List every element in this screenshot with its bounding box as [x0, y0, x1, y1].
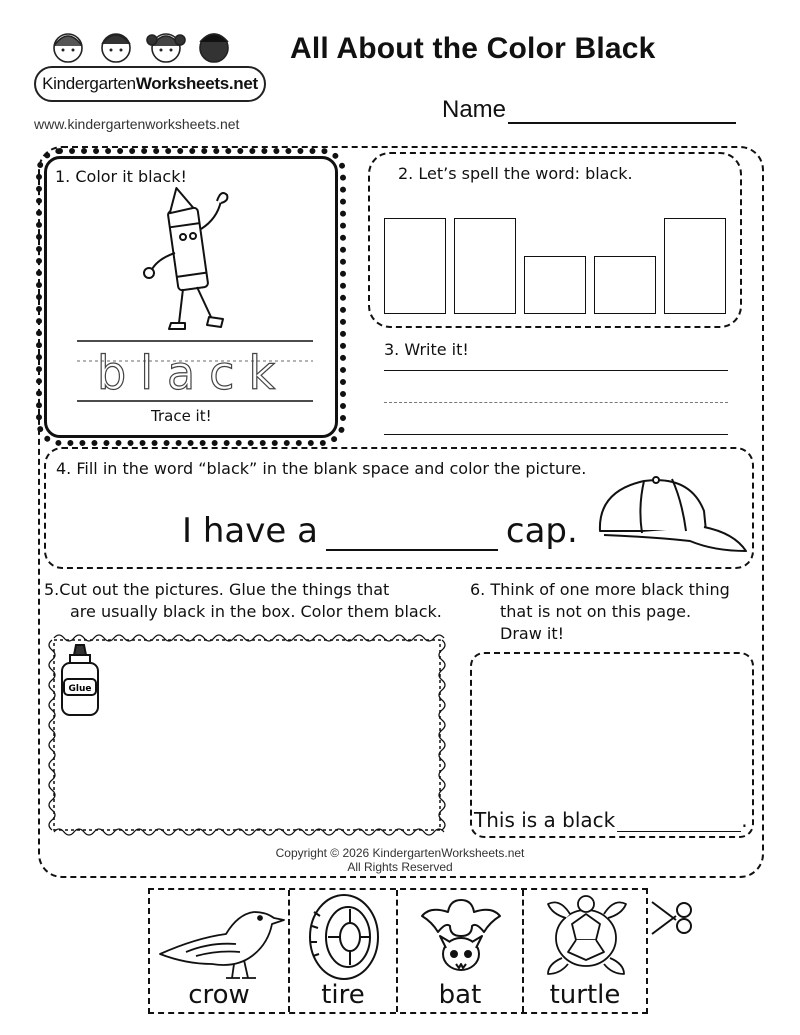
crow-icon — [156, 894, 286, 986]
section5-label-line2: are usually black in the box. Color them black. — [70, 602, 442, 621]
section1-label: 1. Color it black! — [55, 167, 187, 186]
cutout-crow[interactable] — [150, 890, 290, 1012]
copyright-text: Copyright © 2026 KindergartenWorksheets.net — [275, 846, 525, 860]
name-line[interactable] — [508, 98, 736, 124]
letter-box-l[interactable] — [454, 218, 516, 314]
draw-caption — [474, 808, 748, 832]
name-field[interactable] — [442, 96, 736, 124]
scissors-icon — [650, 898, 696, 938]
write-line-top[interactable] — [384, 370, 728, 371]
fill-blank[interactable] — [326, 521, 498, 551]
section-color-it — [44, 156, 338, 438]
write-line-mid[interactable] — [384, 402, 728, 403]
draw-caption-end: . — [741, 808, 748, 832]
site-url: www.kindergartenworksheets.net — [34, 116, 240, 132]
letter-box-c[interactable] — [594, 256, 656, 314]
cutout-bat[interactable] — [398, 890, 524, 1012]
section5-label — [44, 579, 442, 623]
copyright — [200, 846, 600, 874]
crayon-character-icon — [135, 179, 255, 339]
tire-icon — [304, 892, 384, 982]
draw-caption-text: This is a black — [474, 808, 616, 832]
name-label: Name — [442, 96, 507, 123]
bat-icon — [416, 892, 506, 984]
turtle-icon — [534, 892, 638, 984]
section6-label — [470, 579, 730, 645]
logo-banner — [34, 66, 266, 102]
section5-label-line1: 5.Cut out the pictures. Glue the things that — [44, 580, 390, 599]
cutout-tire-label: tire — [321, 980, 365, 1010]
section-fill-blank — [44, 447, 754, 569]
section3-label: 3. Write it! — [384, 340, 469, 359]
logo-text-b: Worksheets.net — [135, 74, 258, 93]
letter-box-b[interactable] — [384, 218, 446, 314]
section2-label: 2. Let’s spell the word: black. — [398, 164, 633, 183]
section6-label-line3: Draw it! — [500, 624, 565, 643]
logo-kids-icon — [48, 26, 248, 70]
section4-label: 4. Fill in the word “black” in the blank space and color the picture. — [56, 459, 587, 478]
section6-label-line1: 6. Think of one more black thing — [470, 580, 730, 599]
rights-text: All Rights Reserved — [347, 860, 453, 874]
sentence-start: I have a — [182, 511, 318, 551]
cutout-strip — [148, 888, 648, 1014]
letter-box-a[interactable] — [524, 256, 586, 314]
letter-box-k[interactable] — [664, 218, 726, 314]
section-spell-word — [368, 152, 742, 328]
draw-caption-blank[interactable] — [617, 812, 741, 832]
cutout-tire[interactable] — [290, 890, 398, 1012]
cutout-bat-label: bat — [438, 980, 482, 1010]
section6-label-line2: that is not on this page. — [500, 602, 692, 621]
glue-bottle-icon — [58, 643, 102, 717]
cap-icon — [594, 471, 750, 559]
cutout-turtle[interactable] — [524, 890, 646, 1012]
page-title: All About the Color Black — [290, 32, 656, 65]
cutout-crow-label: crow — [188, 980, 250, 1010]
sentence-end: cap. — [505, 511, 578, 551]
fill-sentence — [182, 511, 578, 551]
logo-text-a: Kindergarten — [42, 74, 136, 93]
trace-label: Trace it! — [151, 407, 212, 425]
cutout-turtle-label: turtle — [549, 980, 621, 1010]
glue-box[interactable] — [44, 630, 450, 840]
trace-word: black — [97, 346, 290, 400]
glue-text: Glue — [68, 684, 92, 694]
write-line-bottom[interactable] — [384, 434, 728, 435]
